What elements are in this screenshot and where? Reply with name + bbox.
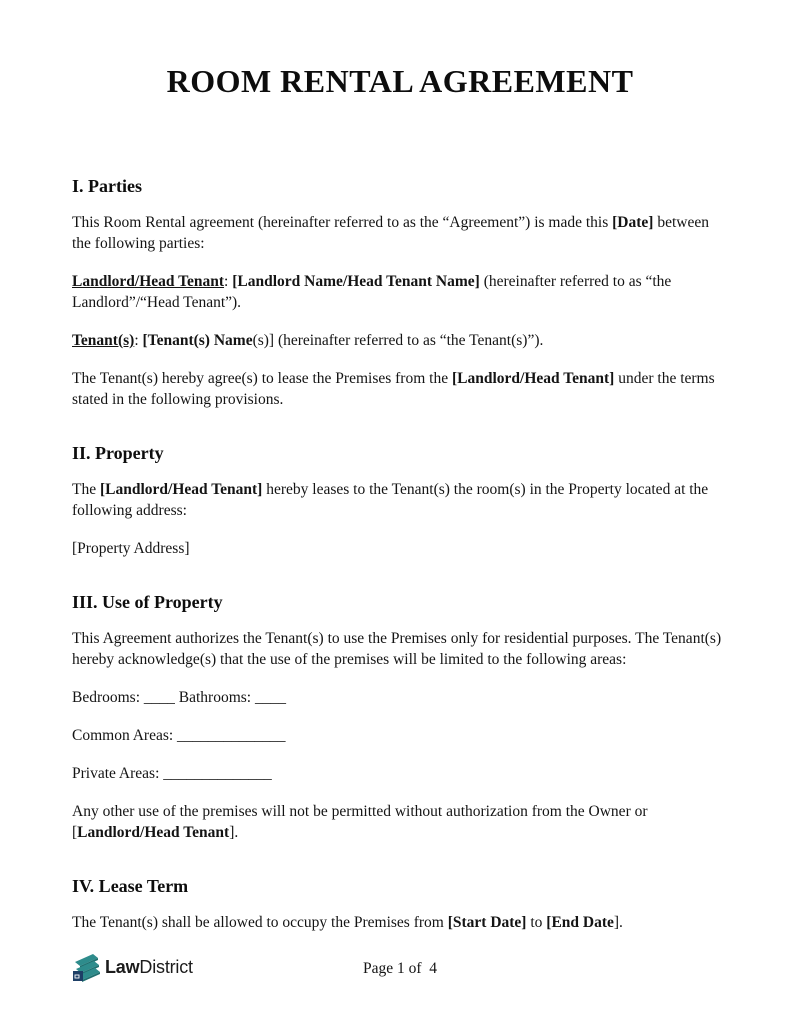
text-run: [Date]: [612, 214, 654, 231]
text-run: to: [526, 914, 547, 931]
text-run: Landlord/Head Tenant: [72, 273, 225, 290]
paragraph: [72, 725, 728, 746]
text-run: This Agreement authorizes the Tenant(s) to use the Premises only for residential purposes. The Tenant(s) hereby acknowledge(s) that the use of the premises will be limited to the following areas:: [72, 630, 722, 668]
text-run: ].: [229, 824, 239, 841]
page-footer: [72, 948, 728, 990]
paragraph: [72, 763, 728, 784]
paragraph: [72, 271, 728, 313]
text-run: Bedrooms: ____ Bathrooms: ____: [72, 689, 286, 706]
paragraph: [72, 538, 728, 559]
text-run: Common Areas: ______________: [72, 727, 286, 744]
text-run: under the terms stated in the following provisions.: [72, 370, 715, 408]
paragraph: [72, 212, 728, 254]
paragraph: [72, 687, 728, 708]
text-run: Any other use of the premises will not be permitted without authorization from the Owner or [: [72, 803, 648, 841]
paragraph: [72, 368, 728, 410]
text-run: [End Date: [546, 914, 614, 931]
document-body: [72, 177, 728, 933]
text-run: (hereinafter referred to as “the Landlord”/“Head Tenant”).: [72, 273, 672, 311]
section-heading-3: III. Use of Property: [72, 592, 223, 612]
logo-word-district: District: [139, 957, 193, 977]
lawdistrict-logo: [72, 952, 193, 982]
text-run: This Room Rental agreement (hereinafter referred to as the “Agreement”) is made this: [72, 214, 613, 231]
section-heading-2: II. Property: [72, 443, 164, 463]
text-run: Tenant(s): [72, 332, 135, 349]
paragraph: [72, 330, 728, 351]
text-run: [Property Address]: [72, 540, 190, 557]
paragraph: [72, 628, 728, 670]
text-run: [Landlord Name/Head Tenant Name]: [232, 273, 480, 290]
text-run: (s)] (hereinafter referred to as “the Tenant(s)”).: [252, 332, 544, 349]
text-run: hereby leases to the Tenant(s) the room(s) in the Property located at the following address:: [72, 481, 709, 519]
text-run: ].: [613, 914, 623, 931]
logo-wordmark: [105, 953, 193, 981]
text-run: [Tenant(s) Name: [142, 332, 253, 349]
text-run: Private Areas: ______________: [72, 765, 272, 782]
text-run: [Landlord/Head Tenant]: [451, 370, 615, 387]
text-run: The Tenant(s) hereby agree(s) to lease the Premises from the: [72, 370, 452, 387]
text-run: The: [72, 481, 100, 498]
text-run: :: [134, 332, 143, 349]
page-number-indicator: Page 1 of 4: [362, 960, 438, 977]
logo-word-law: Law: [105, 957, 140, 977]
section-heading-4: IV. Lease Term: [72, 876, 189, 896]
text-run: Landlord/Head Tenant: [77, 824, 230, 841]
paragraph: [72, 801, 728, 843]
section-heading-1: I. Parties: [72, 176, 142, 196]
paragraph: [72, 479, 728, 521]
paragraph: [72, 912, 728, 933]
text-run: [Start Date]: [447, 914, 527, 931]
layered-pages-icon: [72, 952, 100, 982]
text-run: :: [224, 273, 233, 290]
document-title: ROOM RENTAL AGREEMENT: [166, 63, 634, 99]
text-run: [Landlord/Head Tenant]: [99, 481, 263, 498]
text-run: The Tenant(s) shall be allowed to occupy the Premises from: [72, 914, 448, 931]
text-run: between the following parties:: [72, 214, 709, 252]
